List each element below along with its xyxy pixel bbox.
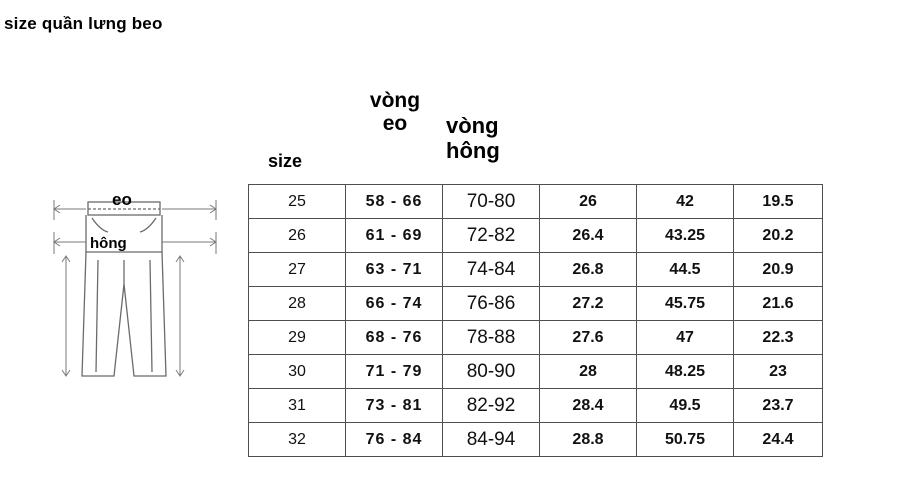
header-vong-hong	[446, 113, 500, 164]
table-cell: 23	[734, 355, 823, 389]
table-cell: 42	[637, 185, 734, 219]
table-row	[249, 423, 823, 457]
table-cell: 72-82	[443, 219, 540, 253]
table-cell: 27.2	[540, 287, 637, 321]
table-cell: 24.4	[734, 423, 823, 457]
table-cell: 71 - 79	[346, 355, 443, 389]
table-cell: 28.4	[540, 389, 637, 423]
table-cell: 32	[249, 423, 346, 457]
table-cell: 26.8	[540, 253, 637, 287]
diagram-label-eo: eo	[112, 190, 132, 209]
table-cell: 80-90	[443, 355, 540, 389]
size-table-wrapper	[248, 184, 823, 457]
table-cell: 66 - 74	[346, 287, 443, 321]
table-cell: 43.25	[637, 219, 734, 253]
table-row	[249, 185, 823, 219]
table-cell: 26	[249, 219, 346, 253]
table-cell: 50.75	[637, 423, 734, 457]
table-cell: 48.25	[637, 355, 734, 389]
table-row	[249, 253, 823, 287]
table-row	[249, 355, 823, 389]
table-cell: 45.75	[637, 287, 734, 321]
table-row	[249, 219, 823, 253]
table-cell: 28	[249, 287, 346, 321]
trousers-diagram	[40, 180, 230, 410]
header-vong-eo-line2: eo	[382, 111, 408, 135]
size-table-body	[249, 185, 823, 457]
table-cell: 26	[540, 185, 637, 219]
size-table	[248, 184, 823, 457]
diagram-label-hong: hông	[90, 235, 127, 252]
table-cell: 76-86	[443, 287, 540, 321]
table-cell: 73 - 81	[346, 389, 443, 423]
table-cell: 63 - 71	[346, 253, 443, 287]
table-cell: 22.3	[734, 321, 823, 355]
table-cell: 61 - 69	[346, 219, 443, 253]
table-cell: 19.5	[734, 185, 823, 219]
table-cell: 68 - 76	[346, 321, 443, 355]
header-vong-hong-line1: vòng	[446, 113, 499, 138]
table-cell: 82-92	[443, 389, 540, 423]
table-row	[249, 287, 823, 321]
table-cell: 78-88	[443, 321, 540, 355]
table-cell: 84-94	[443, 423, 540, 457]
header-vong-eo-line1: vòng	[369, 89, 421, 112]
table-cell: 74-84	[443, 253, 540, 287]
table-cell: 58 - 66	[346, 185, 443, 219]
table-cell: 44.5	[637, 253, 734, 287]
table-cell: 23.7	[734, 389, 823, 423]
table-cell: 28.8	[540, 423, 637, 457]
table-row	[249, 389, 823, 423]
table-cell: 25	[249, 185, 346, 219]
table-cell: 31	[249, 389, 346, 423]
table-cell: 28	[540, 355, 637, 389]
page-title: size quần lưng beo	[4, 14, 163, 33]
header-vong-hong-line2: hông	[446, 138, 500, 164]
table-cell: 70-80	[443, 185, 540, 219]
table-cell: 29	[249, 321, 346, 355]
table-row	[249, 321, 823, 355]
table-cell: 49.5	[637, 389, 734, 423]
table-cell: 27	[249, 253, 346, 287]
header-vong-eo	[358, 90, 432, 135]
table-cell: 20.2	[734, 219, 823, 253]
table-cell: 76 - 84	[346, 423, 443, 457]
table-cell: 26.4	[540, 219, 637, 253]
table-cell: 30	[249, 355, 346, 389]
trousers-illustration	[40, 180, 230, 410]
table-cell: 20.9	[734, 253, 823, 287]
table-cell: 21.6	[734, 287, 823, 321]
header-size: size	[268, 151, 303, 171]
table-cell: 27.6	[540, 321, 637, 355]
table-cell: 47	[637, 321, 734, 355]
